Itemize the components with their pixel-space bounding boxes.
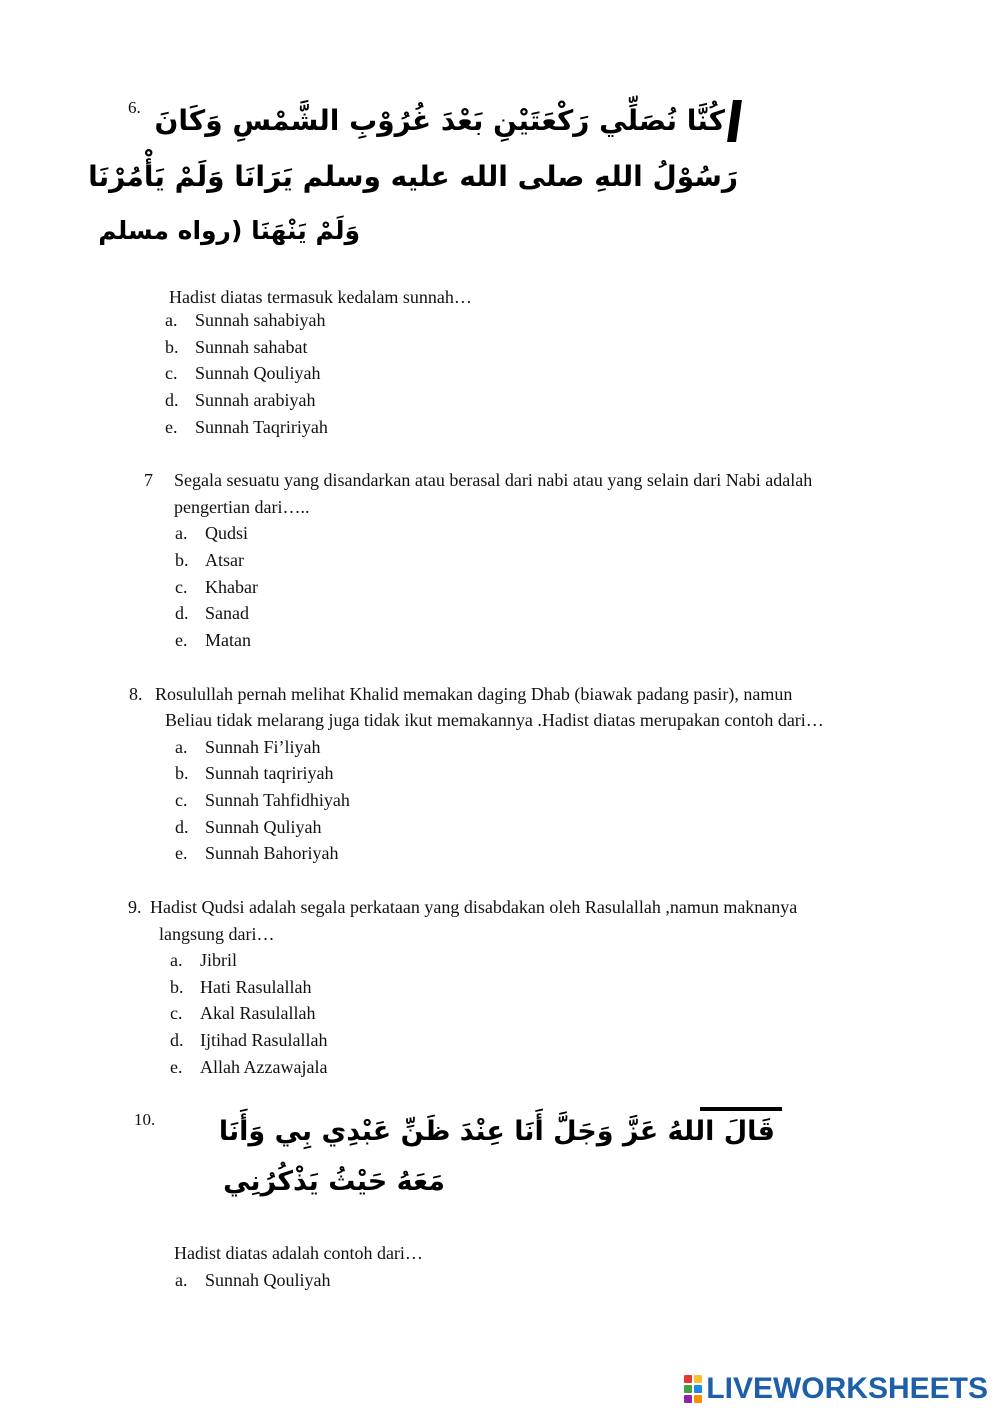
q8-option-d[interactable]: [175, 814, 322, 841]
q9-option-d[interactable]: [170, 1027, 327, 1054]
q9-question-line-1: Hadist Qudsi adalah segala perkataan yang disabdakan oleh Rasulallah ,namun maknanya: [150, 897, 798, 917]
logo-square: [694, 1375, 702, 1383]
option-text: Atsar: [205, 550, 244, 570]
option-text: Sunnah arabiyah: [195, 390, 316, 410]
option-text: Sunnah Fi’liyah: [205, 737, 321, 757]
q7-question-line-1: Segala sesuatu yang disandarkan atau berasal dari nabi atau yang selain dari Nabi adalah: [174, 470, 813, 490]
option-letter: c.: [175, 790, 188, 810]
q9-option-a[interactable]: [170, 947, 237, 974]
q7-option-e[interactable]: [175, 627, 251, 654]
q7-option-d[interactable]: [175, 600, 249, 627]
option-letter: c.: [170, 1003, 183, 1023]
q8-number: 8.: [129, 684, 143, 704]
q6-arabic-line-1: كُنَّا نُصَلِّي رَكْعَتَيْنِ بَعْدَ غُرُوْبِ الشَّمْسِ وَكَانَ: [154, 104, 725, 137]
q8-option-c[interactable]: [175, 787, 350, 814]
q6-number: 6.: [128, 98, 141, 117]
option-text: Sunnah Quliyah: [205, 817, 322, 837]
option-letter: a.: [165, 310, 178, 330]
q6-option-d[interactable]: [165, 387, 315, 414]
option-text: Hati Rasulallah: [200, 977, 312, 997]
q8-option-a[interactable]: [175, 734, 321, 761]
q6-option-b[interactable]: [165, 334, 307, 361]
q7-option-c[interactable]: [175, 574, 258, 601]
option-text: Sunnah Qouliyah: [195, 363, 321, 383]
option-letter: a.: [175, 523, 188, 543]
q10-question: Hadist diatas adalah contoh dari…: [174, 1243, 423, 1263]
option-text: Sanad: [205, 603, 249, 623]
option-text: Sunnah Taqririyah: [195, 417, 328, 437]
q7-option-a[interactable]: [175, 520, 248, 547]
liveworksheets-logo: [684, 1372, 988, 1406]
q6-question: Hadist diatas termasuk kedalam sunnah…: [169, 287, 472, 307]
q9-number: 9.: [128, 897, 142, 917]
logo-text: LIVEWORKSHEETS: [706, 1372, 988, 1405]
option-letter: c.: [175, 577, 188, 597]
q6-option-c[interactable]: [165, 360, 321, 387]
option-text: Sunnah sahabat: [195, 337, 308, 357]
q9-option-e[interactable]: [170, 1054, 327, 1081]
q10-arabic-line-1: قَالَ اللهُ عَزَّ وَجَلَّ أَنَا عِنْدَ ظَنِّ عَبْدِي بِي وَأَنَا: [218, 1116, 775, 1147]
option-text: Allah Azzawajala: [200, 1057, 328, 1077]
option-letter: b.: [175, 763, 189, 783]
option-letter: b.: [170, 977, 184, 997]
q7-question-line-2: pengertian dari…..: [174, 497, 310, 517]
q8-question-line-2: Beliau tidak melarang juga tidak ikut memakannya .Hadist diatas merupakan contoh dari…: [165, 710, 824, 730]
q6-arabic-line-2: رَسُوْلُ اللهِ صلى الله عليه وسلم يَرَانَا وَلَمْ يَأْمُرْنَا: [88, 160, 738, 193]
q10-option-a[interactable]: [175, 1267, 331, 1294]
option-text: Ijtihad Rasulallah: [200, 1030, 328, 1050]
q7-option-b[interactable]: [175, 547, 244, 574]
option-letter: b.: [165, 337, 179, 357]
option-letter: b.: [175, 550, 189, 570]
option-letter: d.: [165, 390, 179, 410]
q6-arabic-line-3: وَلَمْ يَنْهَنَا (رواه مسلم: [98, 216, 360, 245]
option-letter: a.: [175, 737, 188, 757]
q8-option-e[interactable]: [175, 840, 338, 867]
option-text: Qudsi: [205, 523, 249, 543]
q9-question-line-2: langsung dari…: [159, 924, 275, 944]
option-letter: d.: [170, 1030, 184, 1050]
option-text: Sunnah Qouliyah: [205, 1270, 331, 1290]
q8-option-b[interactable]: [175, 760, 333, 787]
q6-scan-mark: [727, 100, 742, 142]
option-text: Sunnah sahabiyah: [195, 310, 326, 330]
option-text: Sunnah taqririyah: [205, 763, 334, 783]
q6-option-a[interactable]: [165, 307, 325, 334]
q7-number: 7: [144, 470, 153, 490]
logo-square: [694, 1385, 702, 1393]
option-letter: e.: [175, 843, 188, 863]
q9-option-c[interactable]: [170, 1000, 315, 1027]
option-text: Jibril: [200, 950, 238, 970]
logo-square: [684, 1385, 692, 1393]
q9-option-b[interactable]: [170, 974, 311, 1001]
logo-square: [694, 1395, 702, 1403]
q6-option-e[interactable]: [165, 414, 328, 441]
option-letter: e.: [175, 630, 188, 650]
option-letter: a.: [175, 1270, 188, 1290]
option-letter: a.: [170, 950, 183, 970]
q10-scan-line: [700, 1107, 782, 1111]
option-text: Matan: [205, 630, 251, 650]
option-text: Khabar: [205, 577, 258, 597]
logo-square: [684, 1375, 692, 1383]
q10-number: 10.: [134, 1110, 156, 1129]
option-text: Akal Rasulallah: [200, 1003, 316, 1023]
logo-icon: [684, 1375, 702, 1403]
option-text: Sunnah Bahoriyah: [205, 843, 339, 863]
logo-square: [684, 1395, 692, 1403]
q8-question-line-1: Rosulullah pernah melihat Khalid memakan daging Dhab (biawak padang pasir), namun: [155, 684, 793, 704]
option-letter: e.: [170, 1057, 183, 1077]
option-letter: d.: [175, 603, 189, 623]
option-letter: d.: [175, 817, 189, 837]
option-text: Sunnah Tahfidhiyah: [205, 790, 350, 810]
q10-arabic-line-2: مَعَهُ حَيْثُ يَذْكُرُنِي: [223, 1166, 445, 1197]
option-letter: c.: [165, 363, 178, 383]
option-letter: e.: [165, 417, 178, 437]
